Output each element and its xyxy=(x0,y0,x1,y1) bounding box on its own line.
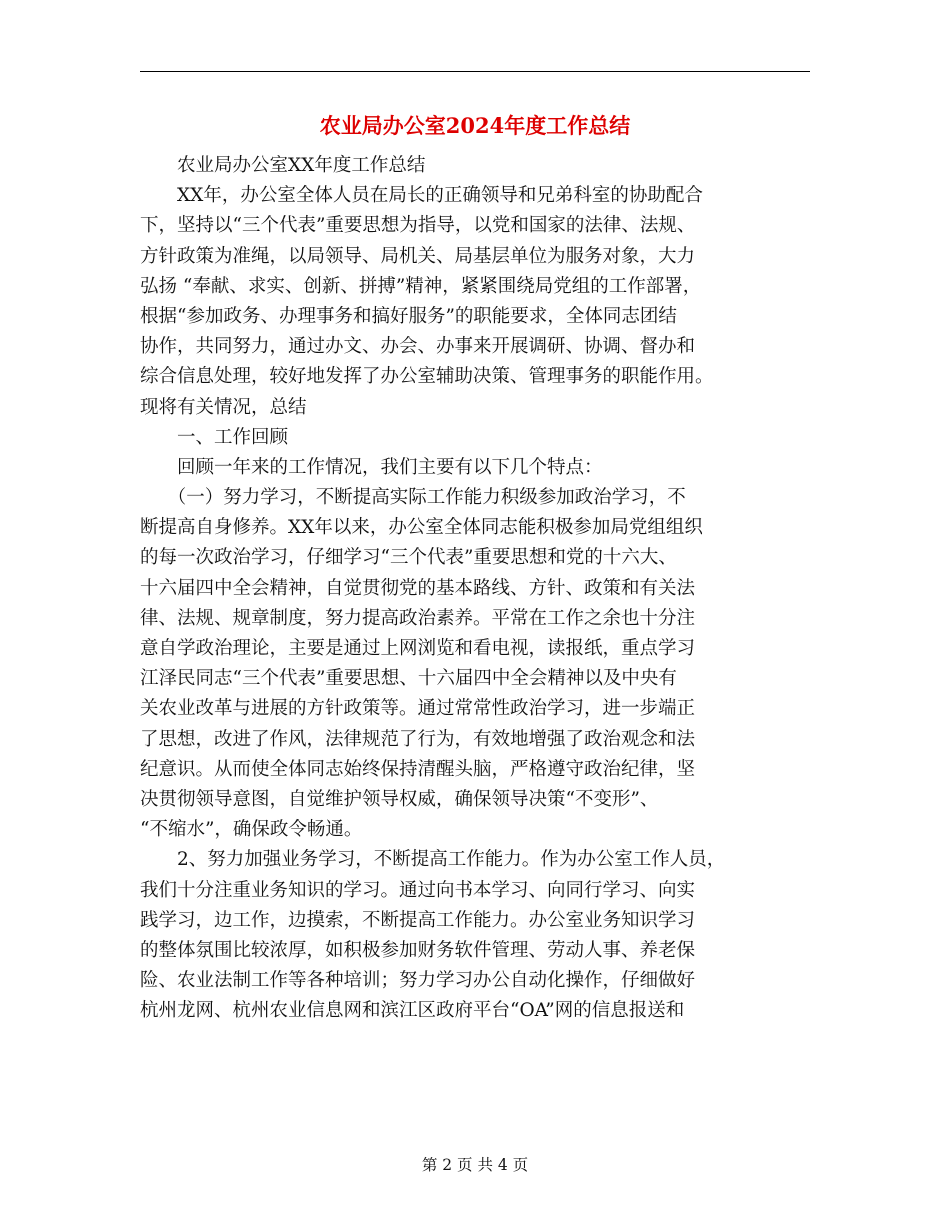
body-line: 我们十分注重业务知识的学习。通过向书本学习、向同行学习、向实 xyxy=(140,879,696,901)
section-heading: 一、工作回顾 xyxy=(140,426,289,448)
body-line: 十六届四中全会精神，自觉贯彻党的基本路线、方针、政策和有关法 xyxy=(140,577,696,599)
body-line: 根据“参加政务、办理事务和搞好服务”的职能要求，全体同志团结 xyxy=(140,305,677,327)
body-line: 的整体氛围比较浓厚，如积极参加财务软件管理、劳动人事、养老保 xyxy=(140,939,696,961)
body-line: 杭州龙网、杭州农业信息网和滨江区政府平台“OA”网的信息报送和 xyxy=(140,1000,685,1022)
body-line: 2、努力加强业务学习，不断提高工作能力。作为办公室工作人员， xyxy=(140,849,726,871)
header-rule xyxy=(140,71,810,72)
body-line: 弘扬 “奉献、求实、创新、拼搏”精神，紧紧围绕局党组的工作部署， xyxy=(140,275,702,297)
body-line: 了思想，改进了作风，法律规范了行为，有效地增强了政治观念和法 xyxy=(140,728,696,750)
body-line: 江泽民同志“三个代表”重要思想、十六届四中全会精神以及中央有 xyxy=(140,668,677,690)
body-line: “不缩水”，确保政令畅通。 xyxy=(140,819,363,841)
body-line: 方针政策为准绳，以局领导、局机关、局基层单位为服务对象，大力 xyxy=(140,245,696,267)
body-line: 现将有关情况，总结 xyxy=(140,396,307,418)
page-footer: 第 2 页 共 4 页 xyxy=(421,1156,529,1174)
body-line: 律、法规、规章制度，努力提高政治素养。平常在工作之余也十分注 xyxy=(140,607,696,629)
body-line: 险、农业法制工作等各种培训；努力学习办公自动化操作，仔细做好 xyxy=(140,970,696,992)
body-line: 回顾一年来的工作情况，我们主要有以下几个特点： xyxy=(140,456,603,478)
body-line: 践学习，边工作，边摸索，不断提高工作能力。办公室业务知识学习 xyxy=(140,909,696,931)
document-title: 农业局办公室2024年度工作总结 xyxy=(319,113,631,138)
body-line: 断提高自身修养。XX年以来，办公室全体同志能积极参加局党组组织 xyxy=(140,517,703,539)
body-line: 的每一次政治学习，仔细学习“三个代表”重要思想和党的十六大、 xyxy=(140,547,677,569)
body-line: 关农业改革与进展的方针政策等。通过常常性政治学习，进一步端正 xyxy=(140,698,696,720)
body-line: （一）努力学习，不断提高实际工作能力积级参加政治学习，不 xyxy=(140,487,686,509)
body-line: XX年，办公室全体人员在局长的正确领导和兄弟科室的协助配合 xyxy=(140,185,703,207)
body-line: 纪意识。从而使全体同志始终保持清醒头脑，严格遵守政治纪律，坚 xyxy=(140,758,696,780)
body-line: 综合信息处理，较好地发挥了办公室辅助决策、管理事务的职能作用。 xyxy=(140,366,714,388)
body-line: 农业局办公室XX年度工作总结 xyxy=(140,155,426,176)
document-body xyxy=(140,151,820,1026)
body-line: 协作，共同努力，通过办文、办会、办事来开展调研、协调、督办和 xyxy=(140,336,696,358)
body-line: 下，坚持以“三个代表”重要思想为指导，以党和国家的法律、法规、 xyxy=(140,215,696,237)
body-line: 意自学政治理论，主要是通过上网浏览和看电视，读报纸，重点学习 xyxy=(140,638,696,659)
body-line: 决贯彻领导意图，自觉维护领导权威，确保领导决策“不变形”、 xyxy=(140,788,659,810)
